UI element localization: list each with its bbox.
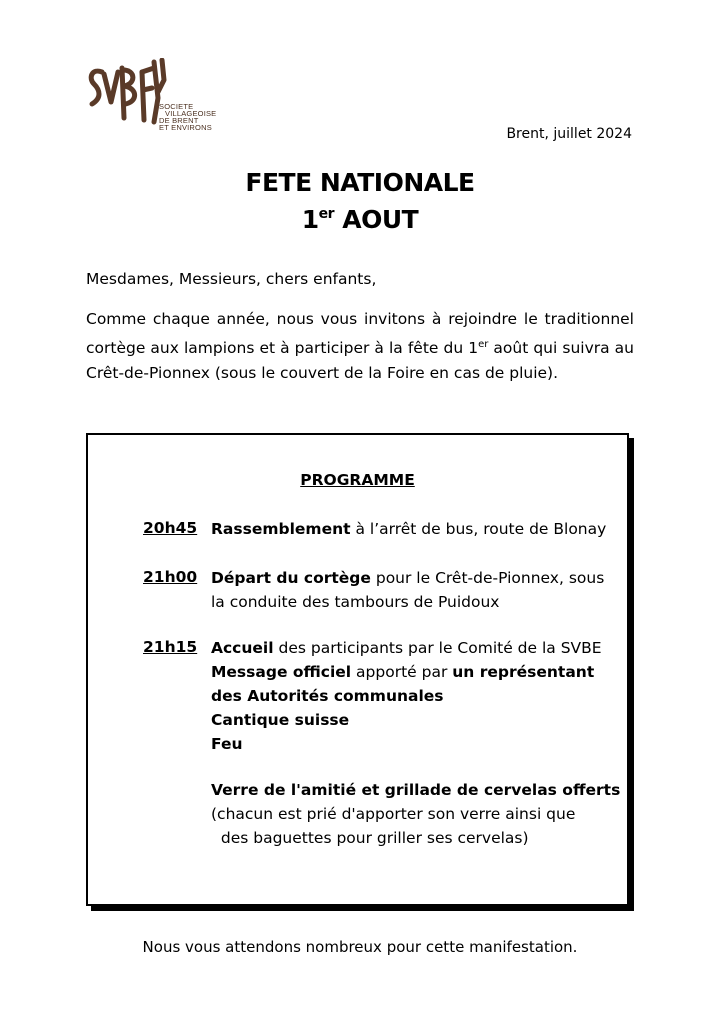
logo-line: VILLAGEOISE bbox=[165, 109, 217, 118]
desc-line bbox=[211, 732, 631, 756]
programme-time: 20h45 bbox=[143, 519, 198, 537]
desc-rest: des participants par le Comité de la SVBE bbox=[273, 639, 602, 657]
desc-bold: Feu bbox=[211, 735, 243, 753]
svbe-logo-text bbox=[159, 103, 216, 131]
title-ordinal: er bbox=[318, 206, 335, 222]
desc-line bbox=[211, 636, 631, 660]
programme-box bbox=[86, 433, 629, 906]
title-line-2 bbox=[0, 205, 720, 234]
svbe-logo-mark bbox=[84, 58, 169, 130]
intro-text-2: août qui suivra au Crêt-de-Pionnex (sous le couvert de la Foire en cas de pluie). bbox=[86, 339, 634, 383]
desc-line bbox=[211, 517, 631, 541]
desc-line bbox=[211, 590, 631, 614]
title-line-1: FETE NATIONALE bbox=[245, 168, 475, 197]
desc-line bbox=[211, 684, 631, 708]
desc-bold: Accueil bbox=[211, 639, 274, 657]
closing-line: (chacun est prié d'apporter son verre ainsi que bbox=[211, 805, 576, 823]
closing-headline: Verre de l'amitié et grillade de cervelas offerts bbox=[211, 781, 621, 799]
desc-bold: Rassemblement bbox=[211, 520, 351, 538]
desc-rest: apporté par bbox=[351, 663, 453, 681]
logo-line: SOCIETE bbox=[159, 102, 194, 111]
programme-item-desc bbox=[211, 566, 631, 614]
programme-item-desc bbox=[211, 636, 631, 756]
desc-bold: un représentant bbox=[452, 663, 595, 681]
title-month: AOUT bbox=[334, 205, 419, 234]
desc-line bbox=[211, 566, 631, 590]
programme-title: PROGRAMME bbox=[300, 471, 415, 489]
title-day: 1 bbox=[301, 205, 319, 234]
desc-rest: pour le Crêt-de-Pionnex, sous bbox=[370, 569, 605, 587]
desc-rest: à l’arrêt de bus, route de Blonay bbox=[350, 520, 607, 538]
programme-time: 21h00 bbox=[143, 568, 198, 586]
logo-line: DE BRENT bbox=[159, 116, 199, 125]
desc-line bbox=[211, 660, 631, 684]
intro-text-1: Comme chaque année, nous vous invitons à rejoindre le traditionnel cortège aux lampions et à participer à la fête du 1 bbox=[86, 310, 634, 358]
svbe-logo bbox=[84, 58, 234, 138]
closing-line: des baguettes pour griller ses cervelas) bbox=[211, 829, 529, 847]
desc-rest: la conduite des tambours de Puidoux bbox=[211, 593, 500, 611]
logo-line: ET ENVIRONS bbox=[159, 123, 212, 132]
desc-bold: des Autorités communales bbox=[211, 687, 444, 705]
programme-closing bbox=[211, 778, 631, 850]
desc-bold: Cantique suisse bbox=[211, 711, 350, 729]
programme-item-desc bbox=[211, 517, 631, 541]
greeting: Mesdames, Messieurs, chers enfants, bbox=[86, 270, 377, 288]
footer-text: Nous vous attendons nombreux pour cette manifestation. bbox=[142, 938, 578, 956]
programme-time: 21h15 bbox=[143, 638, 198, 656]
intro-ordinal: er bbox=[478, 339, 489, 350]
letter-date: Brent, juillet 2024 bbox=[506, 126, 632, 142]
desc-bold: Message officiel bbox=[211, 663, 352, 681]
intro-paragraph bbox=[86, 307, 634, 386]
desc-bold: Départ du cortège bbox=[211, 569, 371, 587]
desc-line bbox=[211, 708, 631, 732]
